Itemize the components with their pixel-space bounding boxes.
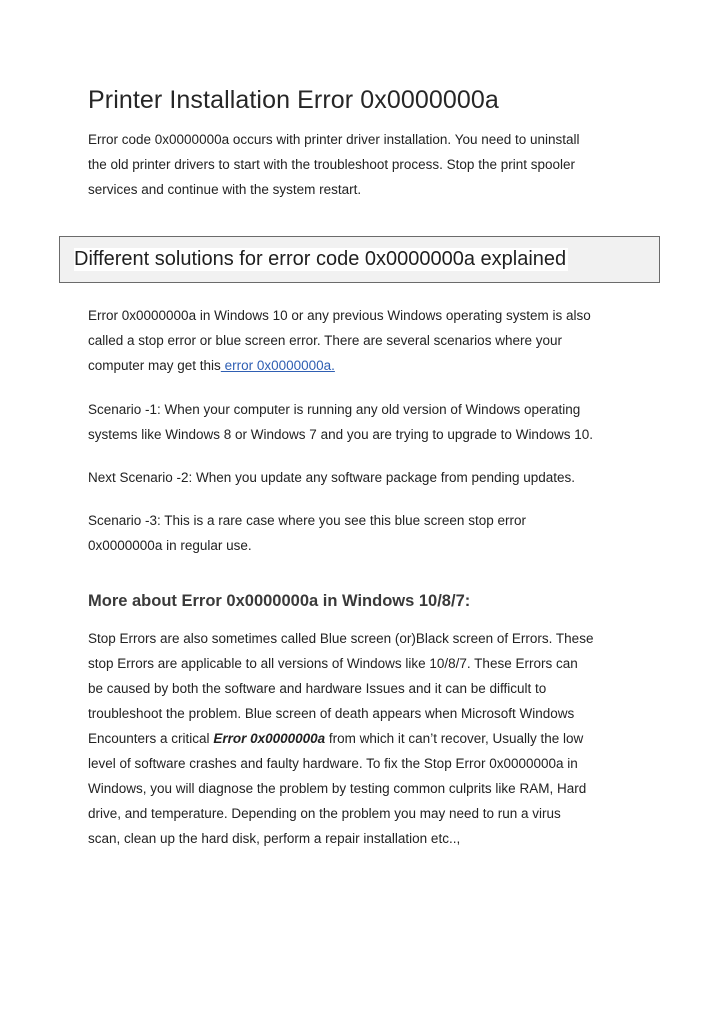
more-about-heading: More about Error 0x0000000a in Windows 10/8/7:	[88, 592, 471, 610]
paragraph-stop-error	[88, 303, 648, 378]
paragraph-scenario-1	[88, 397, 648, 447]
page-title: Printer Installation Error 0x0000000a	[88, 86, 499, 114]
paragraph-scenario-2	[88, 465, 648, 490]
paragraph-line: level of software crashes and faulty hardware. To fix the Stop Error 0x0000000a in	[88, 756, 578, 771]
paragraph-line: Error 0x0000000a in Windows 10 or any previous Windows operating system is also	[88, 308, 591, 323]
intro-line: Error code 0x0000000a occurs with printer driver installation. You need to uninstall	[88, 132, 580, 147]
paragraph-text: Encounters a critical	[88, 731, 214, 746]
paragraph-scenario-3	[88, 508, 648, 558]
paragraph-line: Next Scenario -2: When you update any software package from pending updates.	[88, 470, 576, 485]
section-heading: Different solutions for error code 0x0000000a explained	[74, 248, 567, 270]
intro-line: the old printer drivers to start with the troubleshoot process. Stop the print spooler	[88, 157, 576, 172]
paragraph-line	[88, 353, 648, 378]
emphasized-error-code: Error 0x0000000a	[213, 731, 326, 746]
paragraph-more-about	[88, 626, 648, 851]
paragraph-line: stop Errors are applicable to all versions of Windows like 10/8/7. These Errors can	[88, 656, 578, 671]
paragraph-line	[88, 726, 648, 751]
paragraph-line: Stop Errors are also sometimes called Blue screen (or)Black screen of Errors. These	[88, 631, 594, 646]
paragraph-line: drive, and temperature. Depending on the problem you may need to run a virus	[88, 806, 561, 821]
paragraph-line: 0x0000000a in regular use.	[88, 538, 252, 553]
paragraph-text: from which it can’t recover, Usually the low	[325, 731, 584, 746]
intro-paragraph	[88, 127, 648, 202]
paragraph-text: computer may get this	[88, 358, 221, 373]
paragraph-line: Scenario -1: When your computer is running any old version of Windows operating	[88, 402, 581, 417]
error-code-link[interactable]: error 0x0000000a.	[220, 358, 335, 373]
paragraph-line: Windows, you will diagnose the problem by testing common culprits like RAM, Hard	[88, 781, 587, 796]
intro-line: services and continue with the system restart.	[88, 182, 362, 197]
paragraph-line: be caused by both the software and hardware Issues and it can be difficult to	[88, 681, 547, 696]
paragraph-line: troubleshoot the problem. Blue screen of death appears when Microsoft Windows	[88, 706, 575, 721]
paragraph-line: called a stop error or blue screen error. There are several scenarios where your	[88, 333, 562, 348]
paragraph-line: Scenario -3: This is a rare case where you see this blue screen stop error	[88, 513, 526, 528]
paragraph-line: scan, clean up the hard disk, perform a repair installation etc..,	[88, 831, 461, 846]
paragraph-line: systems like Windows 8 or Windows 7 and you are trying to upgrade to Windows 10.	[88, 427, 593, 442]
section-heading-box	[59, 236, 660, 283]
